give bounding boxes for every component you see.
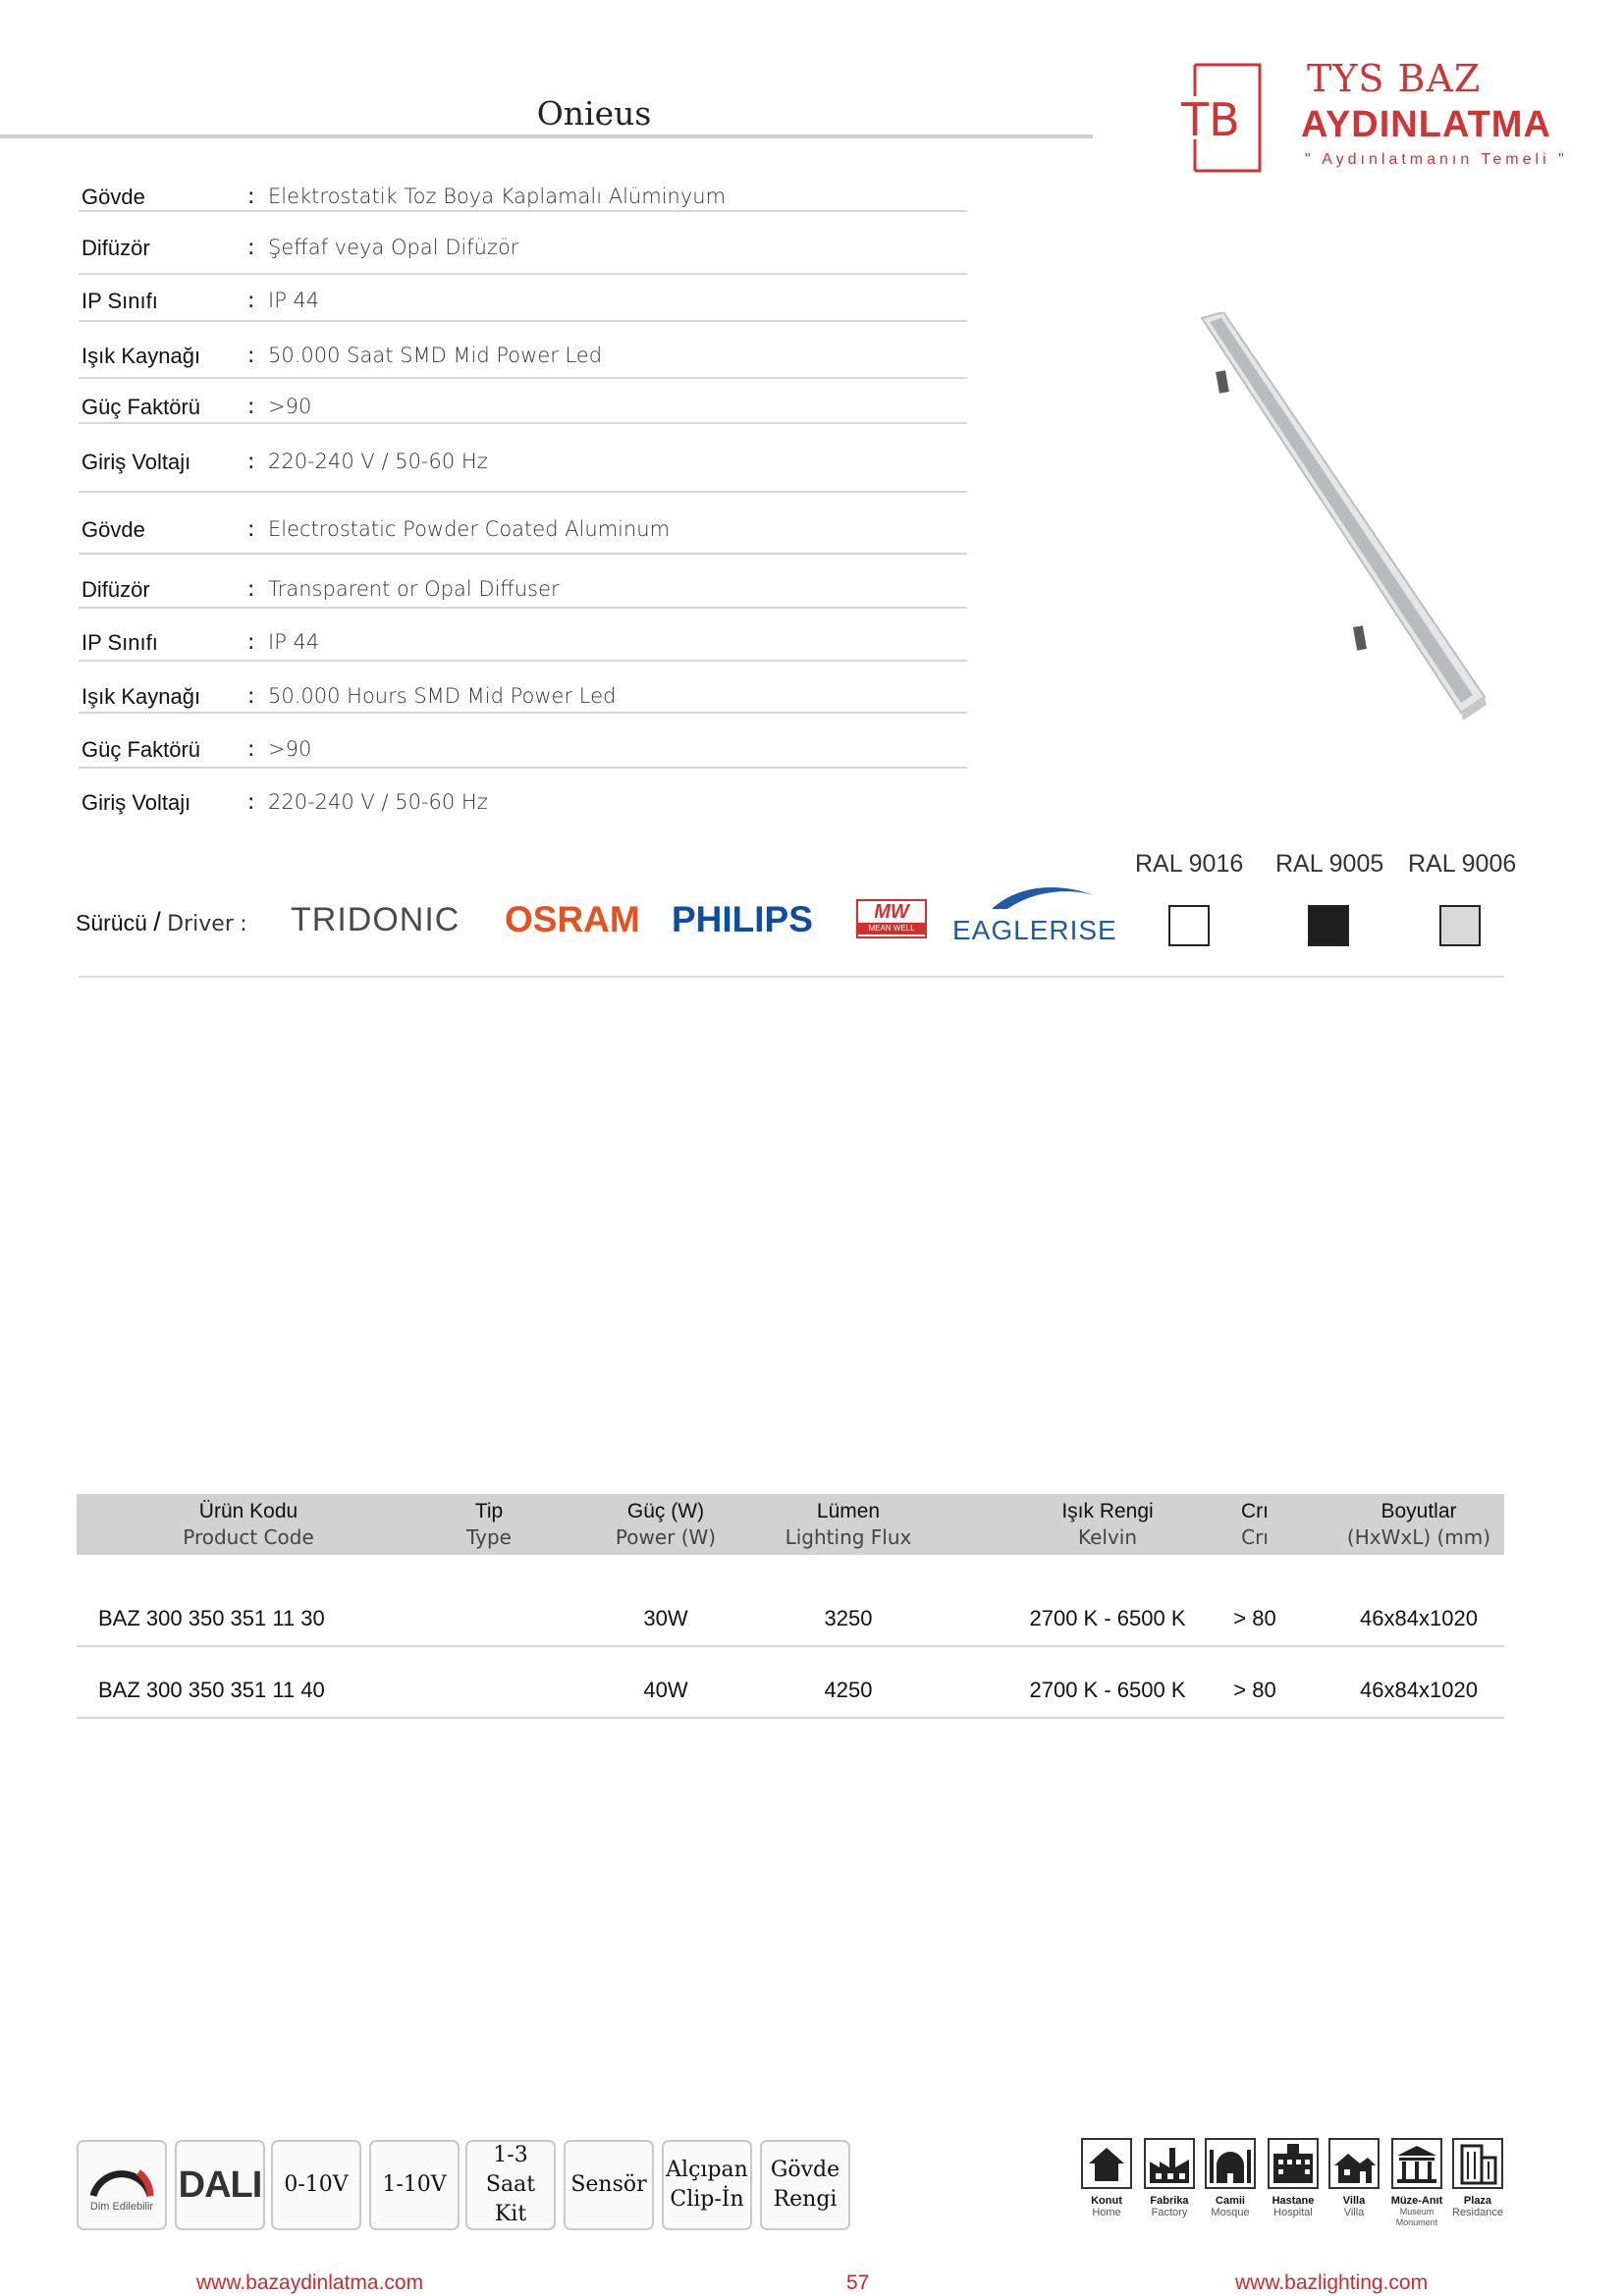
feature-0-10v: 0-10V — [271, 2140, 361, 2230]
spec-value: IP 44 — [268, 630, 320, 654]
spec-divider — [79, 210, 967, 212]
feature-body-line1: Gövde — [770, 2158, 840, 2182]
feature-emergency-kit — [465, 2140, 556, 2230]
villa-icon — [1328, 2138, 1380, 2189]
usage-plaza — [1449, 2138, 1506, 2218]
cell-power: 30W — [643, 1606, 688, 1630]
spec-divider — [79, 660, 967, 662]
brand-tridonic: TRIDONIC — [291, 901, 460, 938]
spec-value: Şeffaf veya Opal Difüzör — [268, 236, 519, 259]
feature-clip-line1: Alçıpan — [666, 2158, 748, 2182]
spec-value: 50.000 Saat SMD Mid Power Led — [268, 344, 603, 367]
th-en: Kelvin — [1077, 1525, 1138, 1549]
spec-label: Güç Faktörü — [81, 737, 201, 762]
th-dimensions — [1333, 1494, 1504, 1549]
spec-colon: : — [247, 737, 255, 762]
ral-swatch-9016 — [1168, 905, 1210, 946]
cell-dimensions: 46x84x1020 — [1360, 1678, 1478, 1702]
spec-value: Electrostatic Powder Coated Aluminum — [268, 517, 671, 541]
spec-label: Gövde — [81, 185, 145, 209]
spec-divider — [79, 712, 967, 714]
th-tr: Boyutlar — [1380, 1500, 1457, 1522]
mosque-icon — [1205, 2138, 1256, 2189]
spec-value: 220-240 V / 50-60 Hz — [268, 790, 488, 814]
spec-row-body-en — [79, 517, 967, 557]
spec-label: Giriş Voltajı — [81, 450, 191, 474]
ral-label-9016: RAL 9016 — [1135, 850, 1244, 878]
spec-row-ip-en — [79, 630, 967, 669]
logo-line1: TYS BAZ — [1307, 57, 1482, 100]
spec-row-pf-tr — [79, 395, 967, 434]
spec-colon: : — [247, 577, 255, 602]
spec-colon: : — [247, 630, 255, 655]
th-en: Crı — [1241, 1525, 1269, 1549]
usage-label-tr: Fabrika — [1150, 2195, 1189, 2207]
logo-tagline: " Aydınlatmanın Temeli " — [1305, 151, 1568, 168]
spec-divider — [79, 553, 967, 555]
spec-label: IP Sınıfı — [81, 630, 158, 655]
driver-label-tr: Sürücü — [76, 910, 147, 935]
th-type — [391, 1494, 587, 1549]
usage-label-en: Villa — [1343, 2207, 1365, 2218]
th-tr: Crı — [1241, 1500, 1269, 1522]
spec-colon: : — [247, 185, 255, 209]
feature-body-color — [760, 2140, 850, 2230]
usage-label-en: Factory — [1151, 2207, 1188, 2218]
spec-label: Gövde — [81, 517, 145, 542]
feature-sensor: Sensör — [564, 2140, 654, 2230]
driver-label — [76, 907, 247, 937]
page-title: Onieus — [536, 94, 652, 133]
spec-colon: : — [247, 395, 255, 419]
spec-divider — [79, 607, 967, 609]
spec-colon: : — [247, 517, 255, 542]
spec-row-pf-en — [79, 737, 967, 776]
cell-code: BAZ 300 350 351 11 40 — [98, 1678, 325, 1702]
usage-factory — [1141, 2138, 1198, 2218]
spec-value: IP 44 — [268, 289, 320, 312]
usage-museum — [1388, 2138, 1445, 2228]
brand-eaglerise: EAGLERISE — [952, 915, 1117, 945]
feature-dali: DALI — [175, 2140, 265, 2230]
title-divider — [0, 134, 1093, 138]
spec-value: >90 — [268, 737, 312, 761]
spec-divider — [79, 422, 967, 424]
th-tr: Tip — [474, 1500, 504, 1522]
th-tr: Işık Rengi — [1061, 1500, 1154, 1522]
spec-divider — [79, 273, 967, 275]
brand-osram: OSRAM — [505, 899, 640, 939]
footer-website-en[interactable]: www.bazlighting.com — [1235, 2271, 1429, 2294]
row-divider — [77, 1717, 1504, 1719]
th-en: Lighting Flux — [785, 1525, 912, 1549]
spec-colon: : — [247, 344, 255, 368]
th-power — [568, 1494, 764, 1549]
logo-line2: AYDINLATMA — [1301, 104, 1551, 145]
th-en: Type — [466, 1525, 512, 1549]
th-en: (HxWxL) (mm) — [1346, 1525, 1491, 1549]
brand-philips: PHILIPS — [672, 899, 813, 939]
hospital-icon — [1268, 2138, 1319, 2189]
spec-value: 220-240 V / 50-60 Hz — [268, 450, 488, 473]
usage-home — [1078, 2138, 1135, 2218]
spec-colon: : — [247, 684, 255, 709]
usage-mosque — [1202, 2138, 1259, 2218]
dimmer-icon — [87, 2157, 156, 2200]
spec-label: Güç Faktörü — [81, 395, 201, 419]
spec-row-voltage-en — [79, 790, 967, 829]
spec-value: 50.000 Hours SMD Mid Power Led — [268, 684, 617, 708]
spec-label: Işık Kaynağı — [81, 684, 201, 709]
cell-lumen: 3250 — [824, 1606, 873, 1630]
brand-meanwell-mark: MW — [874, 901, 909, 923]
spec-value: Elektrostatik Toz Boya Kaplamalı Alüminyum — [268, 185, 727, 208]
usage-villa — [1326, 2138, 1382, 2218]
cell-lumen: 4250 — [824, 1678, 873, 1702]
plaza-icon — [1452, 2138, 1503, 2189]
spec-label: Işık Kaynağı — [81, 344, 201, 368]
page-number: 57 — [846, 2271, 870, 2294]
spec-row-body-tr — [79, 185, 967, 224]
cell-cri: > 80 — [1233, 1678, 1276, 1702]
row-divider — [77, 1645, 1504, 1647]
usage-label-en: Residance — [1452, 2207, 1503, 2218]
museum-icon — [1391, 2138, 1442, 2189]
ral-label-9006: RAL 9006 — [1408, 850, 1517, 878]
company-logo — [1173, 57, 1605, 175]
th-tr: Güç (W) — [626, 1500, 705, 1522]
usage-hospital — [1265, 2138, 1322, 2218]
th-lumen — [750, 1494, 947, 1549]
driver-colon: : — [240, 912, 247, 936]
ral-label-9005: RAL 9005 — [1275, 850, 1384, 878]
spec-colon: : — [247, 289, 255, 313]
spec-value: Transparent or Opal Diffuser — [268, 577, 560, 601]
cell-dimensions: 46x84x1020 — [1360, 1606, 1478, 1630]
th-tr: Ürün Kodu — [198, 1500, 298, 1522]
logo-mark-icon — [1181, 63, 1270, 173]
th-en: Product Code — [183, 1525, 314, 1549]
driver-label-en: Driver — [167, 912, 234, 936]
spec-label: Giriş Voltajı — [81, 790, 191, 815]
feature-dimmable — [77, 2140, 167, 2230]
table-row — [77, 1606, 1504, 1643]
th-tr: Lümen — [816, 1500, 881, 1522]
feature-1-10v: 1-10V — [369, 2140, 460, 2230]
spec-row-ip-tr — [79, 289, 967, 328]
usage-label-en: Mosque — [1211, 2207, 1250, 2218]
product-table-header — [77, 1494, 1504, 1555]
spec-divider — [79, 491, 967, 493]
spec-label: Difüzör — [81, 577, 150, 602]
driver-divider — [79, 976, 1504, 978]
feature-body-line2: Rengi — [773, 2187, 838, 2212]
spec-divider — [79, 377, 967, 379]
feature-clip-in — [662, 2140, 752, 2230]
feature-clip-line2: Clip-İn — [670, 2187, 744, 2212]
th-cri — [1176, 1494, 1333, 1549]
usage-label-tr: Plaza — [1463, 2195, 1492, 2207]
usage-label-tr: Müze-Anıt — [1390, 2195, 1443, 2207]
cell-kelvin: 2700 K - 6500 K — [1029, 1606, 1186, 1630]
logo-mark-text: TB — [1181, 93, 1240, 146]
spec-label: IP Sınıfı — [81, 289, 158, 313]
feature-kit-line2: Kit — [494, 2202, 527, 2226]
spec-row-source-tr — [79, 344, 967, 383]
usage-label-en: Home — [1092, 2207, 1121, 2218]
cell-cri: > 80 — [1233, 1606, 1276, 1630]
usage-label-tr: Camii — [1216, 2195, 1245, 2207]
th-en: Power (W) — [615, 1525, 717, 1549]
factory-icon — [1144, 2138, 1195, 2189]
spec-value: >90 — [268, 395, 312, 418]
spec-label: Difüzör — [81, 236, 150, 260]
driver-slash: / — [153, 907, 161, 936]
cell-power: 40W — [643, 1678, 688, 1702]
brand-meanwell — [856, 899, 927, 938]
footer-website-tr[interactable]: www.bazaydinlatma.com — [196, 2271, 424, 2294]
spec-colon: : — [247, 236, 255, 260]
cell-code: BAZ 300 350 351 11 30 — [98, 1606, 325, 1630]
usage-label-tr: Villa — [1342, 2195, 1366, 2207]
ral-swatch-9005 — [1308, 905, 1349, 946]
spec-row-source-en — [79, 684, 967, 723]
spec-row-diffuser-en — [79, 577, 967, 616]
feature-dimmable-label: Dim Edilebilir — [89, 2201, 154, 2213]
house-icon — [1081, 2138, 1132, 2189]
feature-kit-line1: 1-3 Saat — [485, 2143, 536, 2197]
th-product-code — [145, 1494, 352, 1549]
ral-swatch-9006 — [1439, 905, 1481, 946]
brand-meanwell-name: MEAN WELL — [858, 923, 925, 934]
cell-kelvin: 2700 K - 6500 K — [1029, 1678, 1186, 1702]
table-row — [77, 1678, 1504, 1715]
product-image — [1198, 312, 1492, 720]
usage-label-tr: Konut — [1091, 2195, 1122, 2207]
spec-divider — [79, 320, 967, 322]
spec-divider — [79, 767, 967, 769]
spec-colon: : — [247, 450, 255, 474]
usage-label-en: Hospital — [1273, 2207, 1313, 2218]
spec-row-voltage-tr — [79, 450, 967, 489]
usage-label-tr: Hastane — [1272, 2195, 1315, 2207]
usage-label-en: Museum Monument — [1395, 2207, 1438, 2227]
logo-mark — [1181, 63, 1262, 169]
spec-colon: : — [247, 790, 255, 815]
spec-row-diffuser-tr — [79, 236, 967, 275]
eaglerise-swoosh-icon — [988, 881, 1096, 911]
